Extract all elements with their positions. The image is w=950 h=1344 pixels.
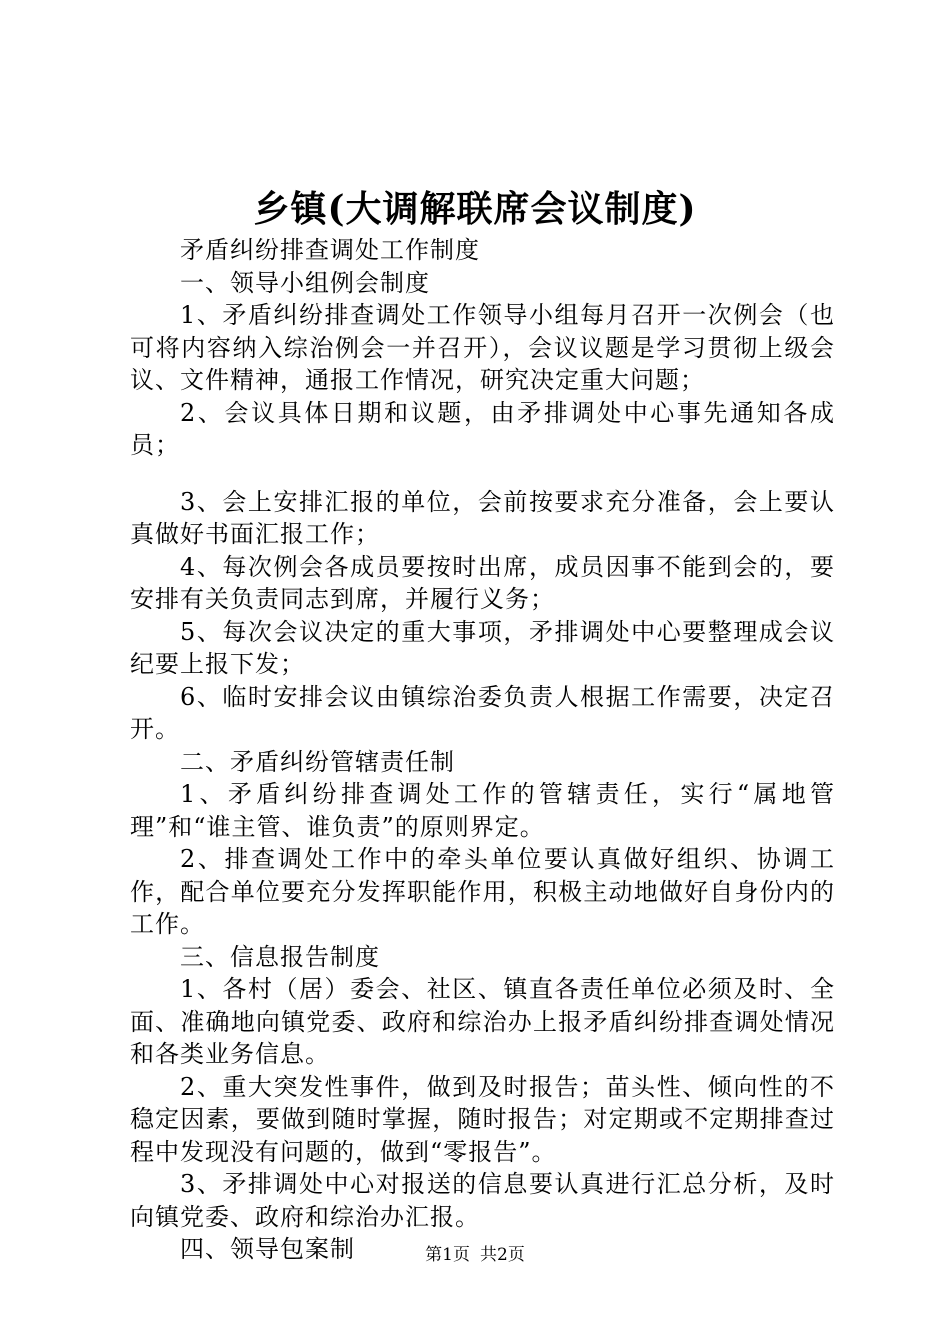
paragraph-2-1: 1、矛盾纠纷排查调处工作的管辖责任，实行“属地管理”和“谁主管、谁负责”的原则界定。 <box>130 780 835 841</box>
paragraph-2-2: 2、排查调处工作中的牵头单位要认真做好组织、协调工作，配合单位要充分发挥职能作用，积极主动地做好自身份内的工作。 <box>130 845 835 938</box>
section-heading-3: 三、信息报告制度 <box>180 942 380 971</box>
paragraph-1-2: 2、会议具体日期和议题，由矛排调处中心事先通知各成员； <box>130 398 835 459</box>
paragraph-3-1: 1、各村（居）委会、社区、镇直各责任单位必须及时、全面、准确地向镇党委、政府和综治办上报矛盾纠纷排查调处情况和各类业务信息。 <box>130 975 835 1068</box>
page-number: 第1页 <box>425 1245 470 1265</box>
page-footer <box>0 1244 950 1266</box>
paragraph-3-3: 3、矛排调处中心对报送的信息要认真进行汇总分析，及时向镇党委、政府和综治办汇报。 <box>130 1170 835 1231</box>
subtitle-paragraph: 矛盾纠纷排查调处工作制度 <box>180 236 480 264</box>
paragraph-1-4: 4、每次例会各成员要按时出席，成员因事不能到会的，要安排有关负责同志到席，并履行义务； <box>130 552 835 613</box>
paragraph-3-2: 2、重大突发性事件，做到及时报告；苗头性、倾向性的不稳定因素，要做到随时掌握，随时报告；对定期或不定期排查过程中发现没有问题的，做到“零报告”。 <box>130 1072 835 1166</box>
paragraph-1-6: 6、临时安排会议由镇综治委负责人根据工作需要，决定召开。 <box>130 682 835 743</box>
section-heading-4: 四、领导包案制 <box>180 1235 355 1263</box>
paragraph-1-3: 3、会上安排汇报的单位，会前按要求充分准备，会上要认真做好书面汇报工作； <box>130 487 835 548</box>
section-heading-2: 二、矛盾纠纷管辖责任制 <box>180 747 455 776</box>
page-total: 共2页 <box>480 1245 525 1265</box>
section-heading-1: 一、领导小组例会制度 <box>180 268 430 297</box>
paragraph-1-5: 5、每次会议决定的重大事项，矛排调处中心要整理成会议纪要上报下发； <box>130 617 835 678</box>
document-title: 乡镇(大调解联席会议制度) <box>253 188 697 230</box>
document-body <box>130 234 835 1266</box>
paragraph-1-1: 1、矛盾纠纷排查调处工作领导小组每月召开一次例会（也可将内容纳入综治例会一并召开），会议议题是学习贯彻上级会议、文件精神，通报工作情况，研究决定重大问题； <box>130 301 835 394</box>
